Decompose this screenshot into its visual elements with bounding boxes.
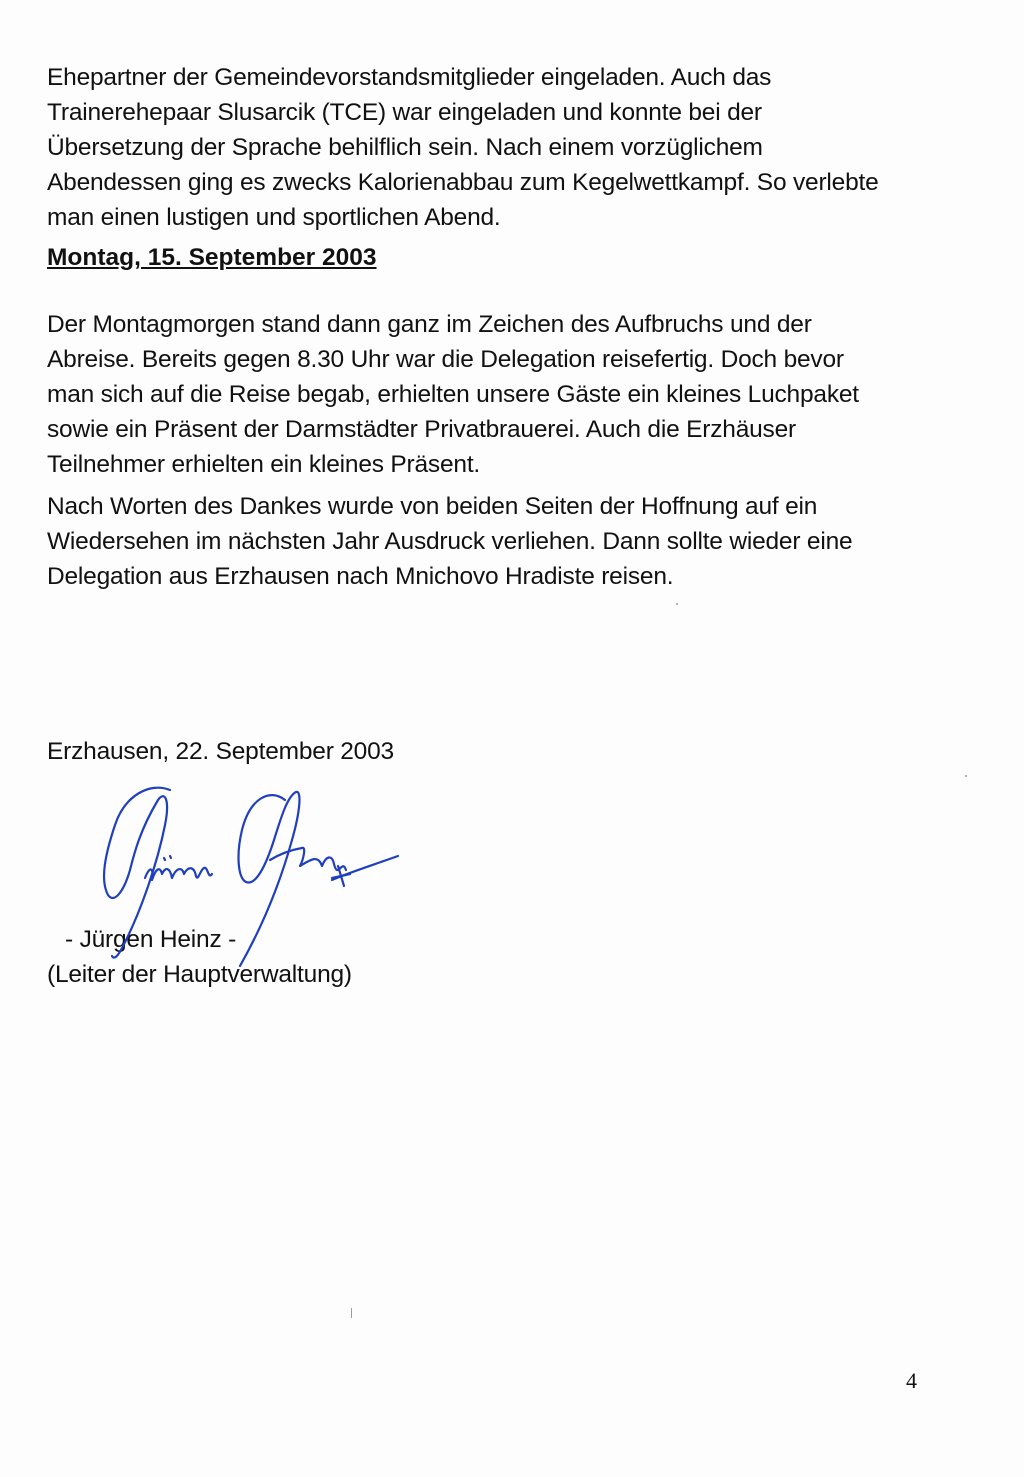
intro-line-5: man einen lustigen und sportlichen Abend.	[47, 204, 501, 231]
signature-stroke-urgen	[145, 868, 212, 880]
intro-line-4: Abendessen ging es zwecks Kalorienabbau zum Kegelwettkampf. So verlebte	[47, 169, 879, 196]
scan-speck	[676, 603, 678, 605]
intro-line-1: Ehepartner der Gemeindevorstandsmitglieder eingeladen. Auch das	[47, 64, 772, 91]
farewell-paragraph	[47, 489, 977, 594]
scan-speck	[965, 775, 967, 777]
departure-paragraph	[47, 307, 977, 482]
departure-line-5: Teilnehmer erhielten ein kleines Präsent.	[47, 451, 481, 478]
signatory-title: (Leiter der Hauptverwaltung)	[47, 961, 352, 988]
departure-line-4: sowie ein Präsent der Darmstädter Privatbrauerei. Auch die Erzhäuser	[47, 416, 796, 443]
signature-stroke-umlaut	[164, 856, 171, 860]
page-number: 4	[906, 1368, 917, 1393]
departure-line-2: Abreise. Bereits gegen 8.30 Uhr war die Delegation reisefertig. Doch bevor	[47, 346, 844, 373]
farewell-line-1: Nach Worten des Dankes wurde von beiden Seiten der Hoffnung auf ein	[47, 493, 818, 520]
farewell-line-3: Delegation aus Erzhausen nach Mnichovo Hradiste reisen.	[47, 563, 674, 590]
departure-line-1: Der Montagmorgen stand dann ganz im Zeichen des Aufbruchs und der	[47, 311, 812, 338]
signatory-block	[47, 922, 977, 992]
place-date-text: Erzhausen, 22. September 2003	[47, 738, 394, 765]
signature-stroke-tail	[332, 856, 398, 880]
section-heading: Montag, 15. September 2003	[47, 244, 377, 271]
intro-line-3: Übersetzung der Sprache behilflich sein. Nach einem vorzüglichem	[47, 134, 763, 161]
intro-line-2: Trainerehepaar Slusarcik (TCE) war eingeladen und konnte bei der	[47, 99, 762, 126]
farewell-line-2: Wiedersehen im nächsten Jahr Ausdruck verliehen. Dann sollte wieder eine	[47, 528, 853, 555]
intro-paragraph	[47, 60, 977, 235]
departure-line-3: man sich auf die Reise begab, erhielten unsere Gäste ein kleines Luchpaket	[47, 381, 859, 408]
signature-stroke-einz	[270, 848, 346, 870]
place-date	[47, 734, 977, 769]
signatory-name: - Jürgen Heinz -	[65, 926, 237, 953]
signature-stroke-cross	[332, 866, 350, 886]
scan-speck	[351, 1308, 352, 1318]
